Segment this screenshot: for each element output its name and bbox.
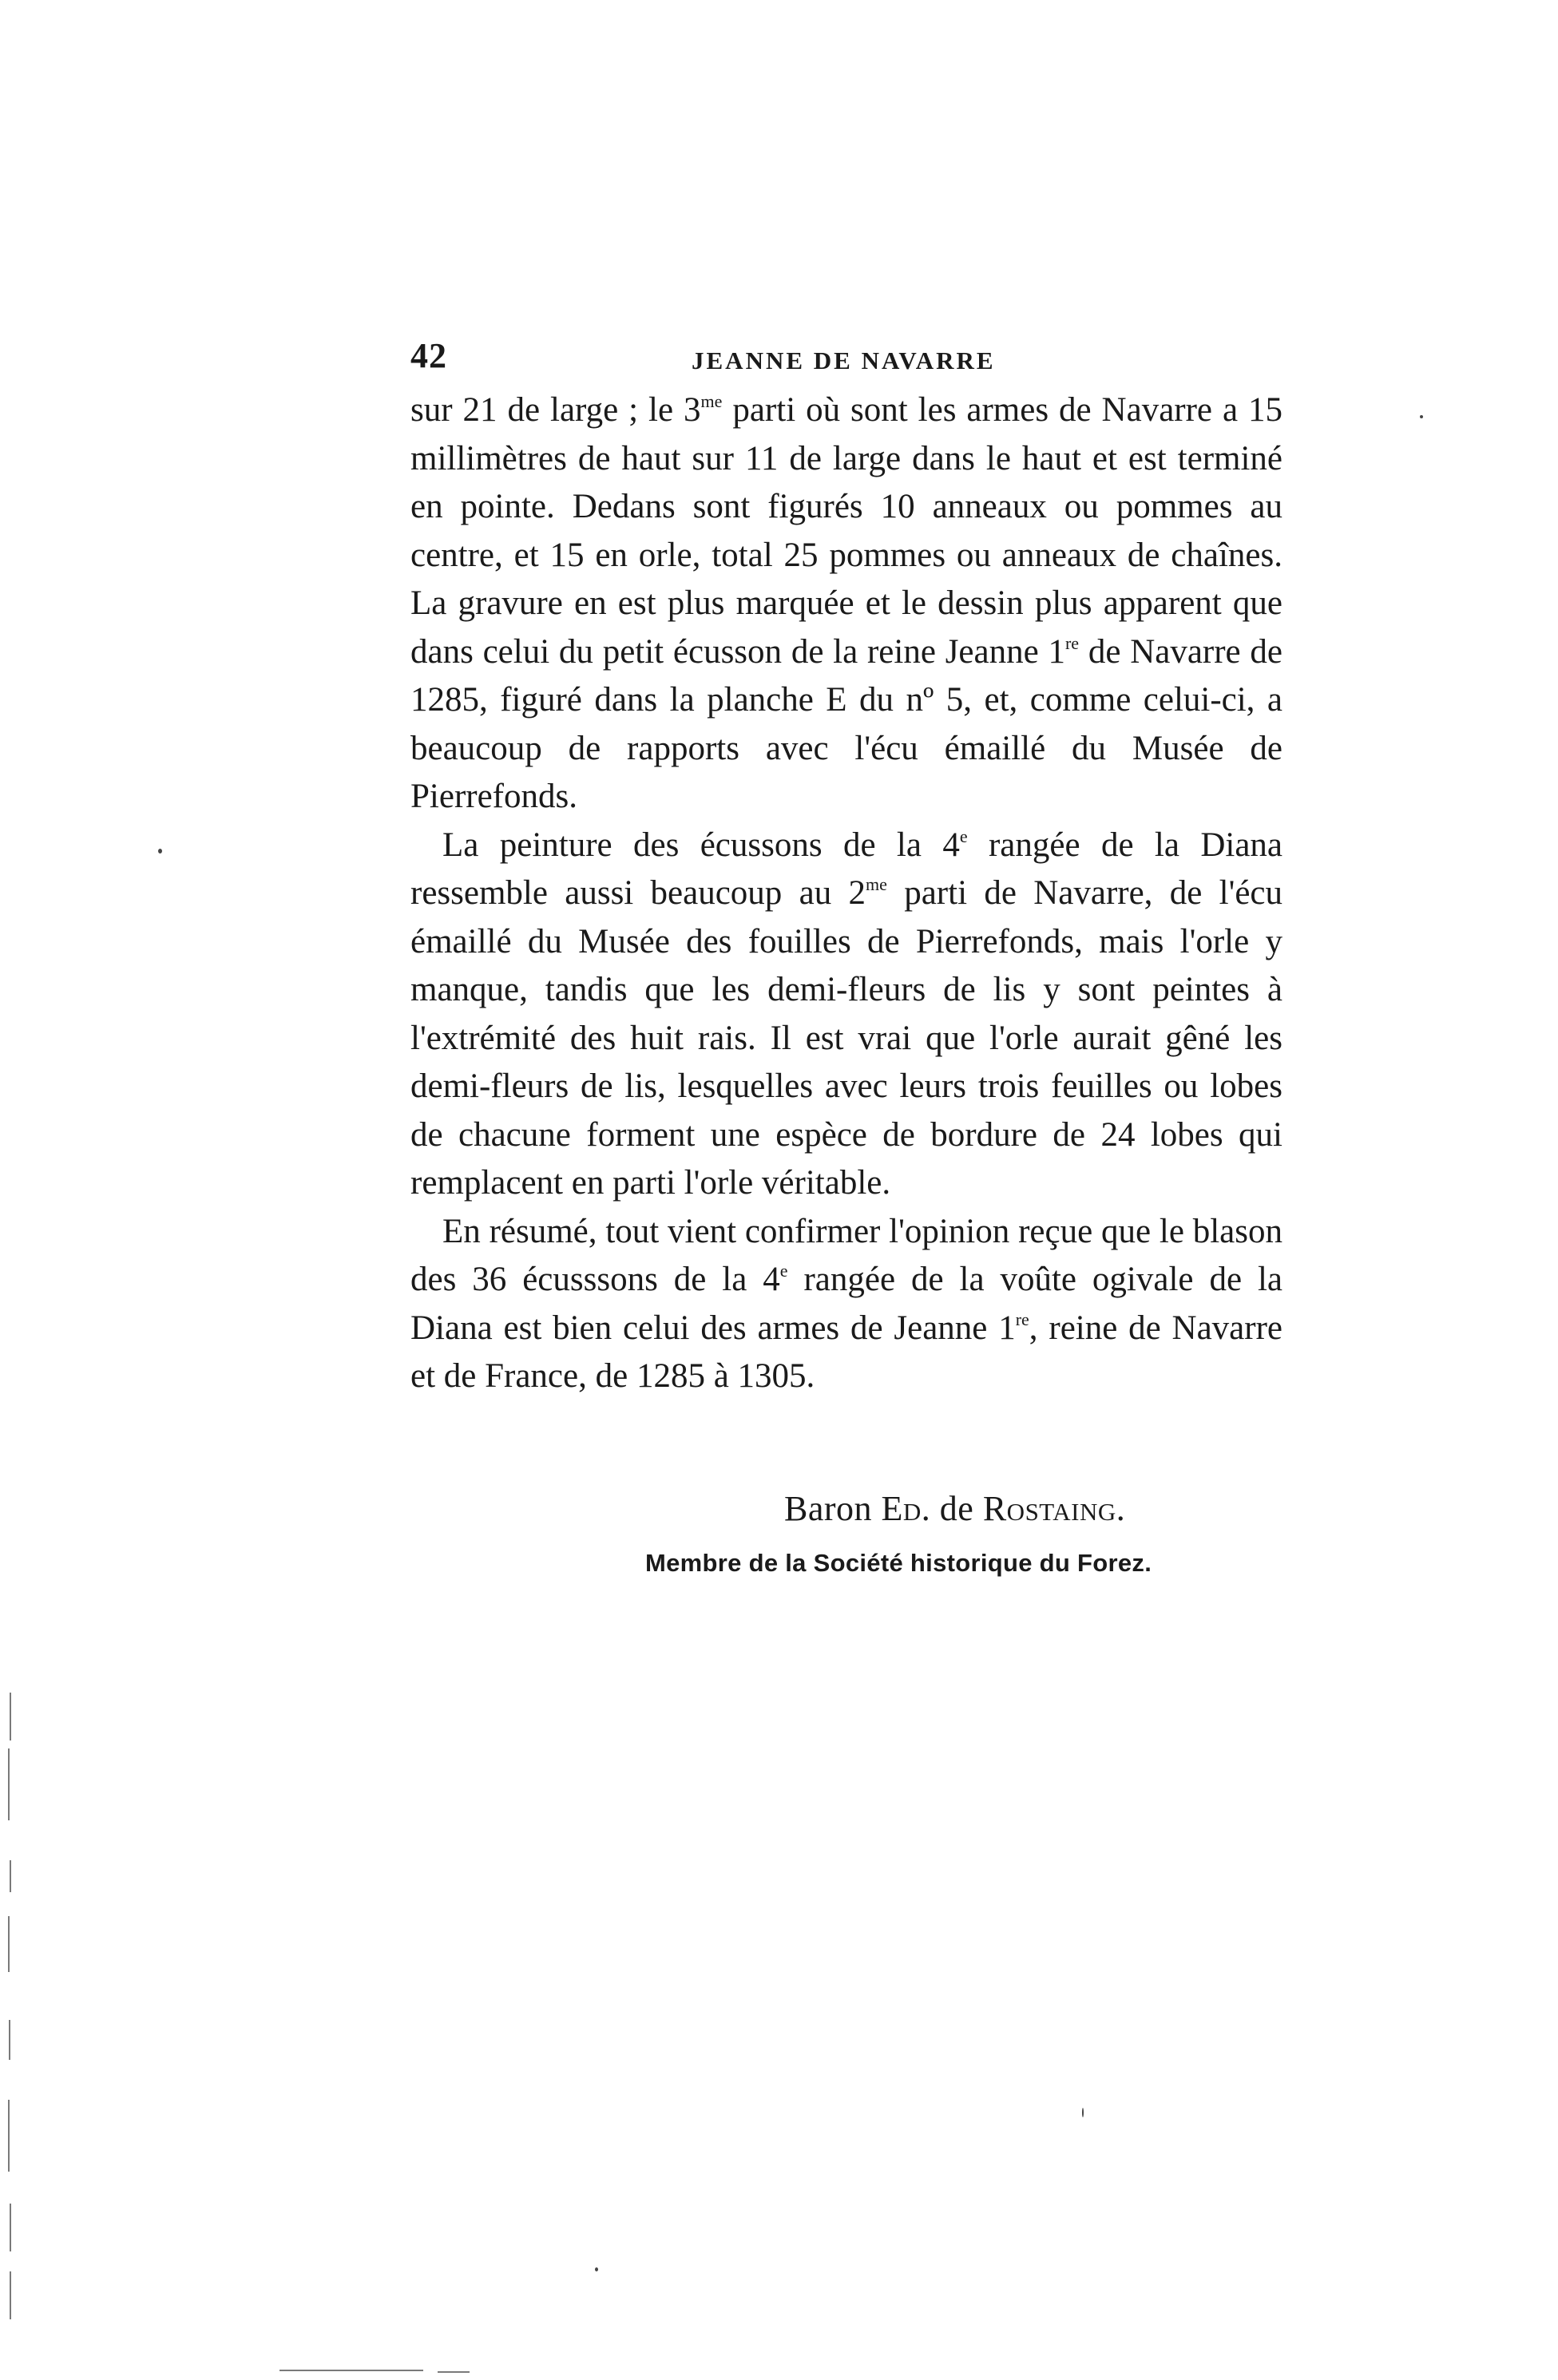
paragraph-1 [410, 386, 1282, 822]
scan-mark [438, 2371, 470, 2373]
paragraph-1-part-c: de Navarre de 1285, figuré dans la planche E du nº 5, et, comme celui-ci, a beaucoup de rapports avec l'écu émaillé du Musée de Pierrefonds. [410, 632, 1283, 815]
scan-mark [8, 2100, 10, 2172]
scan-mark [8, 1916, 10, 1972]
signature [784, 1488, 1125, 1529]
paragraph-2-part-a: La peinture des écussons de la 4 [442, 826, 960, 864]
page-number: 42 [410, 336, 447, 375]
superscript: e [959, 826, 968, 846]
running-head [410, 335, 1282, 383]
scan-speck [595, 2267, 598, 2271]
scan-mark [10, 1860, 11, 1892]
paragraph-3-part-a: En résumé, tout vient confirmer l'opinion reçue que le blason des 36 écusssons de la 4 [410, 1212, 1282, 1298]
paragraph-1-part-b: parti où sont les armes de Navarre a 15 millimètres de haut sur 11 de large dans le haut et est terminé en pointe. Dedans sont figurés 10 anneaux ou pommes au centre, et 15 en orle, total 25 pommes ou anneaux de chaînes. La gravure en est plus marquée et le dessin plus apparent que dans celui du petit écusson de la reine Jeanne 1 [410, 391, 1282, 671]
signature-particle: de [930, 1489, 983, 1528]
scan-mark [10, 1693, 11, 1740]
superscript: e [779, 1261, 788, 1281]
scan-speck [1082, 2108, 1084, 2117]
superscript: re [1015, 1309, 1029, 1329]
paragraph-2-part-c: parti de Navarre, de l'écu émaillé du Musée des fouilles de Pierrefonds, mais l'orle y manque, tandis que les demi-fleurs de lis y sont peintes à l'extrémité des huit rais. Il est vrai que l'orle aurait gêné les demi-fleurs de lis, lesquelles avec leurs trois feuilles ou lobes de chacune forment une espèce de bordure de 24 lobes qui remplacent en parti l'orle véritable. [410, 874, 1282, 1202]
signature-surname: Rostaing. [982, 1489, 1126, 1528]
scan-speck [1420, 415, 1423, 418]
superscript: me [866, 874, 887, 894]
scan-mark [8, 1748, 10, 1820]
paragraph-1-part-a: sur 21 de large ; le 3 [410, 391, 701, 429]
paragraph-2 [410, 822, 1282, 1208]
paragraph-3-part-c: , reine de Navarre et de France, de 1285 à 1305. [410, 1309, 1282, 1395]
paragraph-3-part-b: rangée de la voûte ogivale de la Diana est bien celui des armes de Jeanne 1 [410, 1261, 1282, 1347]
signature-prefix: Baron [784, 1489, 882, 1528]
paragraph-2-part-b: rangée de la Diana ressemble aussi beaucoup au 2 [410, 826, 1282, 912]
paragraph-3 [410, 1208, 1282, 1401]
scan-mark [9, 2020, 10, 2060]
scan-speck [158, 849, 162, 853]
superscript: re [1064, 632, 1080, 653]
body-text [410, 386, 1282, 1401]
author-affiliation: Membre de la Société historique du Forez. [645, 1549, 1152, 1577]
running-title: JEANNE DE NAVARRE [692, 347, 996, 374]
scan-mark [10, 2204, 11, 2251]
scan-mark [279, 2370, 423, 2371]
superscript: me [700, 391, 723, 411]
signature-given-name: Ed. [881, 1489, 931, 1528]
scan-mark [10, 2271, 11, 2319]
